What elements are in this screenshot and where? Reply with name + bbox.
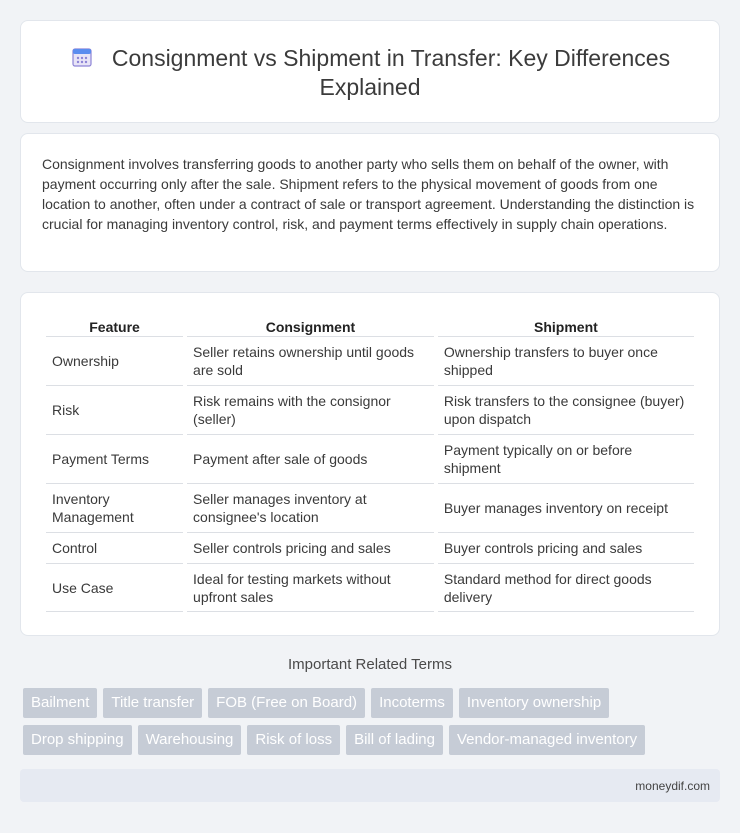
table-cell-shipment: Payment typically on or before shipment bbox=[438, 435, 694, 484]
table-cell-consignment: Payment after sale of goods bbox=[187, 435, 434, 484]
tag-inventory-ownership[interactable]: Inventory ownership bbox=[459, 688, 609, 718]
table-cell-feature: Inventory Management bbox=[46, 484, 183, 533]
tag-drop-shipping[interactable]: Drop shipping bbox=[23, 725, 132, 755]
tag-fob[interactable]: FOB (Free on Board) bbox=[208, 688, 365, 718]
table-row bbox=[46, 533, 694, 564]
intro-card bbox=[20, 133, 720, 272]
page-title: Consignment vs Shipment in Transfer: Key Differences Explained bbox=[111, 45, 671, 100]
footer bbox=[20, 769, 720, 802]
table-cell-consignment: Seller manages inventory at consignee's location bbox=[187, 484, 434, 533]
comparison-table bbox=[42, 317, 698, 612]
table-cell-consignment: Ideal for testing markets without upfront sales bbox=[187, 564, 434, 612]
comparison-table-card bbox=[20, 292, 720, 636]
table-cell-shipment: Buyer controls pricing and sales bbox=[438, 533, 694, 564]
title-card bbox=[20, 20, 720, 123]
tag-risk-of-loss[interactable]: Risk of loss bbox=[247, 725, 340, 755]
header-feature: Feature bbox=[46, 317, 183, 337]
calendar-icon bbox=[70, 45, 94, 69]
table-cell-feature: Control bbox=[46, 533, 183, 564]
table-row bbox=[46, 484, 694, 533]
tag-incoterms[interactable]: Incoterms bbox=[371, 688, 453, 718]
table-cell-shipment: Risk transfers to the consignee (buyer) upon dispatch bbox=[438, 386, 694, 435]
table-cell-consignment: Seller retains ownership until goods are sold bbox=[187, 337, 434, 386]
header-consignment: Consignment bbox=[187, 317, 434, 337]
table-row bbox=[46, 564, 694, 612]
tag-title-transfer[interactable]: Title transfer bbox=[103, 688, 202, 718]
table-cell-feature: Use Case bbox=[46, 564, 183, 612]
tag-bailment[interactable]: Bailment bbox=[23, 688, 97, 718]
table-row bbox=[46, 435, 694, 484]
tag-row bbox=[23, 688, 723, 718]
table-cell-consignment: Risk remains with the consignor (seller) bbox=[187, 386, 434, 435]
tag-bill-of-lading[interactable]: Bill of lading bbox=[346, 725, 443, 755]
table-cell-feature: Risk bbox=[46, 386, 183, 435]
table-cell-consignment: Seller controls pricing and sales bbox=[187, 533, 434, 564]
table-cell-shipment: Buyer manages inventory on receipt bbox=[438, 484, 694, 533]
table-cell-shipment: Ownership transfers to buyer once shipped bbox=[438, 337, 694, 386]
table-cell-shipment: Standard method for direct goods delivery bbox=[438, 564, 694, 612]
intro-paragraph: Consignment involves transferring goods to another party who sells them on behalf of the owner, with payment occurring only after the sale. Shipment refers to the physical movement of goods from one location to another, often under a contract of sale or transport agreement. Understanding the distinction is crucial for managing inventory control, risk, and payment terms effectively in supply chain operations. bbox=[42, 156, 695, 232]
tag-warehousing[interactable]: Warehousing bbox=[138, 725, 242, 755]
table-cell-feature: Payment Terms bbox=[46, 435, 183, 484]
tag-row bbox=[23, 725, 723, 755]
table-cell-feature: Ownership bbox=[46, 337, 183, 386]
related-terms-tags bbox=[23, 688, 723, 762]
tag-vendor-managed-inventory[interactable]: Vendor-managed inventory bbox=[449, 725, 645, 755]
table-row bbox=[46, 386, 694, 435]
related-terms-heading: Important Related Terms bbox=[288, 656, 452, 673]
table-row bbox=[46, 337, 694, 386]
footer-site-link[interactable]: moneydif.com bbox=[635, 779, 710, 793]
page-title-wrap bbox=[21, 44, 719, 102]
table-header-row bbox=[46, 317, 694, 337]
header-shipment: Shipment bbox=[438, 317, 694, 337]
